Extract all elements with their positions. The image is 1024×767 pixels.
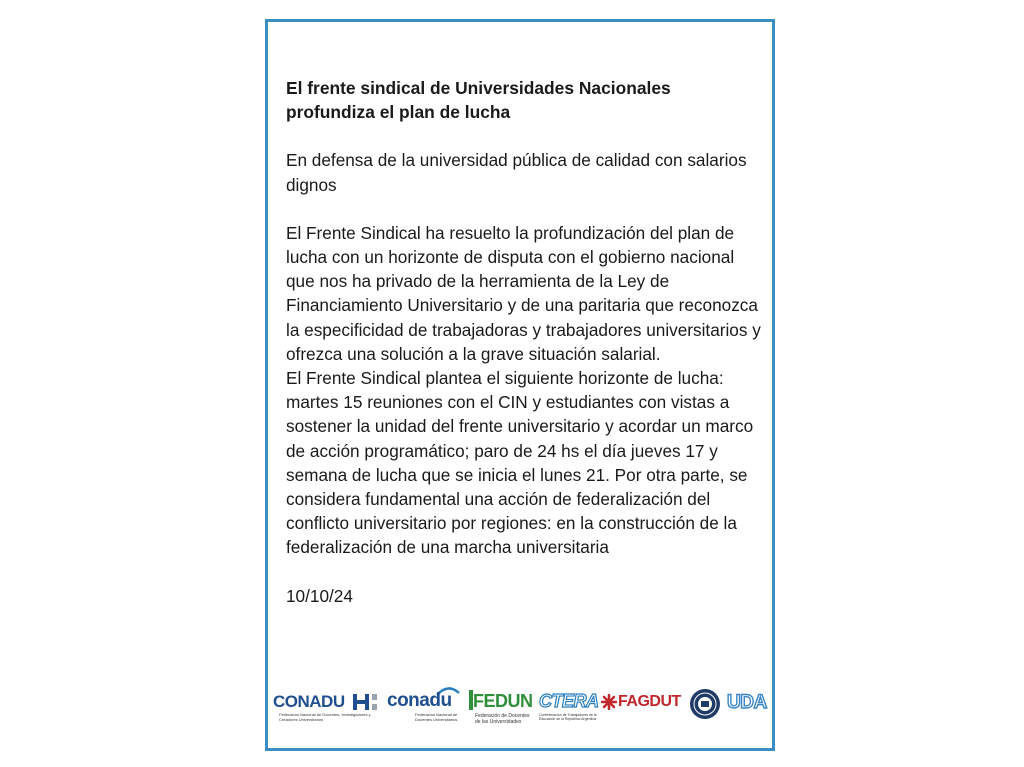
ctera-logo xyxy=(539,686,597,730)
union-logos-strip xyxy=(271,686,771,730)
conadu-logo-name: conadu xyxy=(387,690,452,711)
fagdut-logo-name: FAGDUT xyxy=(618,693,681,710)
paragraph-plan: El Frente Sindical plantea el siguiente horizonte de lucha: martes 15 reuniones con el CIN y estudiantes con vistas a sostener la unidad del frente universitario y acordar un marco de acción programático; paro de 24 hs el día jueves 17 y semana de lucha que se inicia el lunes 21. Por otra parte, se considera fundamental una acción de federalización del conflicto universitario por regiones: en la construcción de la federalización de una marcha universitaria xyxy=(286,368,754,558)
fagdut-gear-icon xyxy=(601,694,617,710)
fagdut-logo xyxy=(601,686,685,730)
uda-logo-name: UDA xyxy=(727,692,767,713)
conaduh-h-icon xyxy=(351,692,379,712)
ctera-tagline: Confederación de Trabajadores de la Educación de la República Argentina xyxy=(539,713,597,721)
conadu-tagline: Federación Nacional de Docentes Universitarios xyxy=(415,712,458,722)
fedun-tagline: Federación de Docentes de las Universidades xyxy=(475,713,530,725)
conaduh-tagline: Federación Nacional de Docentes, Investigadores y Creadores Universitarios xyxy=(279,712,371,722)
union-seal-logo xyxy=(689,686,723,730)
document-content xyxy=(286,76,762,608)
conaduh-logo-name: CONADU xyxy=(273,692,345,711)
document-date: 10/10/24 xyxy=(286,585,353,606)
fedun-logo xyxy=(469,686,535,730)
document-title: El frente sindical de Universidades Nacionales profundiza el plan de lucha xyxy=(286,78,671,123)
document-subtitle: En defensa de la universidad pública de calidad con salarios dignos xyxy=(286,150,747,195)
uda-logo xyxy=(727,686,771,730)
conaduh-logo xyxy=(273,686,381,730)
paragraph-resolution: El Frente Sindical ha resuelto la profundización del plan de lucha con un horizonte de disputa con el gobierno nacional que nos ha privado de la herramienta de la Ley de Financiamiento Universitario y de una paritaria que reconozca la especificidad de trabajadoras y trabajadores universitarios y ofrezca una solución a la grave situación salarial. xyxy=(286,222,761,364)
document-frame xyxy=(265,19,775,751)
ctera-logo-name: CTERA xyxy=(539,691,599,711)
fedun-logo-name: FEDUN xyxy=(473,691,533,711)
conadu-logo xyxy=(387,686,465,730)
seal-icon xyxy=(689,688,721,720)
